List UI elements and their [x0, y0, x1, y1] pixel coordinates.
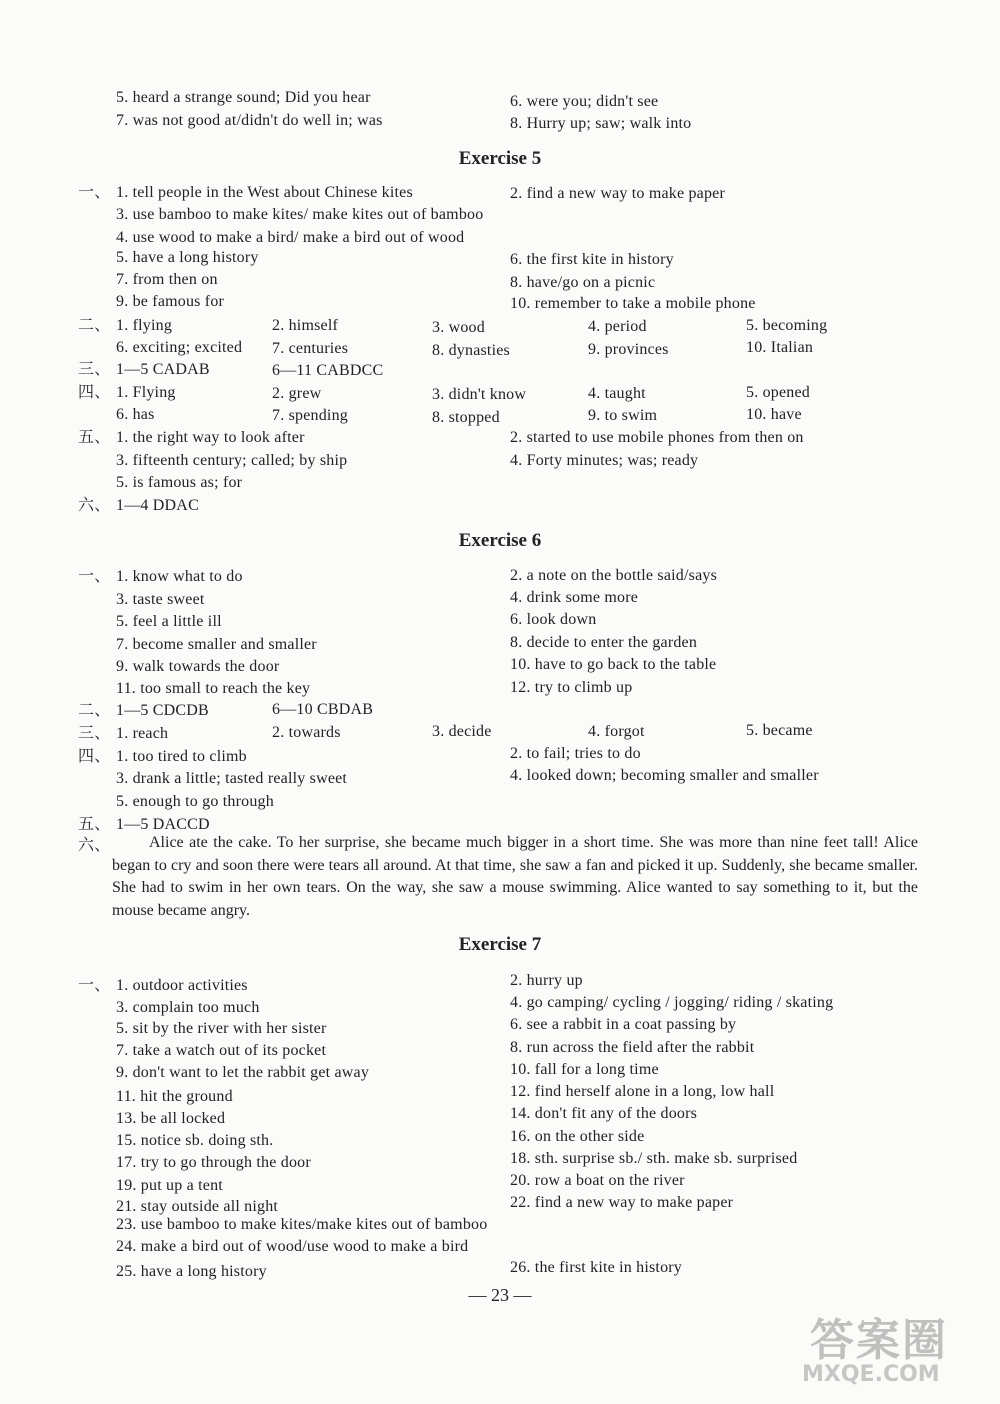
watermark-text: 答案圈 — [810, 1315, 948, 1366]
answer-line: 8. decide to enter the garden — [510, 634, 698, 651]
answer-item: 3. wood — [432, 319, 485, 336]
answer-item: 8. dynasties — [432, 342, 510, 359]
answer-item: 1. flying — [116, 317, 173, 334]
answer-line: 4. go camping/ cycling / jogging/ riding / skating — [510, 994, 834, 1011]
answer-item: 5. became — [746, 722, 813, 739]
answer-line: 19. put up a tent — [116, 1177, 223, 1194]
answer-item: 6—10 CBDAB — [272, 701, 374, 718]
answer-line: 2. a note on the bottle said/says — [510, 567, 718, 584]
answer-line: 5. is famous as; for — [116, 474, 243, 491]
answer-line: 6. look down — [510, 611, 597, 628]
answer-item: 3. decide — [432, 723, 492, 740]
answer-line: 24. make a bird out of wood/use wood to make a bird — [116, 1238, 469, 1255]
answer-item: 10. Italian — [746, 339, 814, 356]
page-number: — 23 — — [468, 1285, 532, 1305]
answer-line: 3. drank a little; tasted really sweet — [116, 770, 348, 787]
answer-line: 1. outdoor activities — [116, 977, 248, 994]
answer-item: 6. has — [116, 406, 155, 423]
answer-item: 1—5 DACCD — [116, 816, 210, 833]
answer-item: 1—4 DDAC — [116, 497, 199, 514]
answer-line: 4. drink some more — [510, 589, 639, 606]
answer-line: 5. have a long history — [116, 249, 259, 266]
answer-line: 7. from then on — [116, 271, 218, 288]
answer-line: 12. try to climb up — [510, 679, 633, 696]
answer-line: 17. try to go through the door — [116, 1154, 311, 1171]
answer-item: 1—5 CDCDB — [116, 702, 209, 719]
answer-line: 11. too small to reach the key — [116, 680, 311, 697]
answer-line: 6. were you; didn't see — [510, 93, 659, 110]
answer-item: 6. exciting; excited — [116, 339, 243, 356]
answer-line: 8. Hurry up; saw; walk into — [510, 115, 692, 132]
answer-item: 4. forgot — [588, 723, 645, 740]
answer-item: 4. period — [588, 318, 647, 335]
answer-item: 6—11 CABDCC — [272, 362, 384, 379]
answer-paragraph: Alice ate the cake. To her surprise, she became much bigger in a short time. She was more than nine feet tall! Alice began to cry and soon there were tears all around. At that time, she saw a fan and picked it up. Suddenly, she became smaller. She had to swim in her own tears. On the way, she saw a mouse swimming. Alice wanted to say something to it, but the mouse became angry. — [112, 834, 918, 919]
answer-line: 20. row a boat on the river — [510, 1172, 685, 1189]
answer-item: 2. himself — [272, 317, 338, 334]
answer-line: 3. fifteenth century; called; by ship — [116, 452, 348, 469]
section-label: 三、 — [78, 725, 111, 742]
answer-line: 3. taste sweet — [116, 591, 205, 608]
section-label: 四、 — [78, 384, 111, 401]
answer-line: 10. have to go back to the table — [510, 656, 717, 673]
answer-item: 10. have — [746, 406, 802, 423]
exercise-heading: Exercise 6 — [458, 530, 542, 551]
section-label: 四、 — [78, 748, 111, 765]
answer-line: 26. the first kite in history — [510, 1259, 683, 1276]
section-label: 六、 — [78, 837, 111, 854]
answer-line: 9. be famous for — [116, 293, 225, 310]
answer-line: 3. use bamboo to make kites/ make kites out of bamboo — [116, 206, 484, 223]
answer-item: 9. provinces — [588, 341, 669, 358]
exercise-heading: Exercise 5 — [458, 148, 542, 169]
answer-line: 8. run across the field after the rabbit — [510, 1039, 755, 1056]
answer-line: 21. stay outside all night — [116, 1198, 279, 1215]
answer-line: 11. hit the ground — [116, 1088, 233, 1105]
answer-item: 4. taught — [588, 385, 646, 402]
answer-item: 9. to swim — [588, 407, 658, 424]
section-label: 五、 — [78, 429, 111, 446]
answer-item: 3. didn't know — [432, 386, 527, 403]
answer-line: 14. don't fit any of the doors — [510, 1105, 698, 1122]
answer-line: 2. to fail; tries to do — [510, 745, 641, 762]
answer-line: 25. have a long history — [116, 1263, 267, 1280]
answer-item: 2. towards — [272, 724, 341, 741]
answer-line: 2. find a new way to make paper — [510, 185, 726, 202]
answer-line: 1. the right way to look after — [116, 429, 305, 446]
answer-line: 12. find herself alone in a long, low hall — [510, 1083, 775, 1100]
answer-line: 23. use bamboo to make kites/make kites out of bamboo — [116, 1216, 488, 1233]
answer-line: 4. looked down; becoming smaller and smaller — [510, 767, 819, 784]
answer-line: 5. feel a little ill — [116, 613, 222, 630]
watermark-logo — [790, 1304, 980, 1394]
answer-line: 5. sit by the river with her sister — [116, 1020, 327, 1037]
section-label: 一、 — [78, 568, 111, 585]
answer-line: 6. see a rabbit in a coat passing by — [510, 1016, 737, 1033]
section-label: 六、 — [78, 497, 111, 514]
answer-line: 10. remember to take a mobile phone — [510, 295, 756, 312]
answer-item: 7. spending — [272, 407, 348, 424]
answer-line: 5. heard a strange sound; Did you hear — [116, 89, 371, 106]
answer-line: 1. tell people in the West about Chinese kites — [116, 184, 413, 201]
answer-line: 13. be all locked — [116, 1110, 226, 1127]
section-label: 三、 — [78, 361, 111, 378]
answer-line: 9. walk towards the door — [116, 658, 280, 675]
answer-line: 5. enough to go through — [116, 793, 274, 810]
answer-line: 15. notice sb. doing sth. — [116, 1132, 274, 1149]
answer-line: 6. the first kite in history — [510, 251, 674, 268]
answer-line: 9. don't want to let the rabbit get away — [116, 1064, 370, 1081]
answer-item: 1. Flying — [116, 384, 176, 401]
answer-item: 2. grew — [272, 385, 322, 402]
watermark-url: MXQE.COM — [802, 1362, 940, 1387]
answer-line: 16. on the other side — [510, 1128, 645, 1145]
section-label: 二、 — [78, 317, 111, 334]
answer-line: 2. hurry up — [510, 972, 583, 989]
answer-line: 4. use wood to make a bird/ make a bird out of wood — [116, 229, 465, 246]
answer-line: 18. sth. surprise sb./ sth. make sb. surprised — [510, 1150, 798, 1167]
answer-line: 4. Forty minutes; was; ready — [510, 452, 699, 469]
answer-line: 1. know what to do — [116, 568, 243, 585]
exercise-heading: Exercise 7 — [458, 934, 542, 955]
answer-line: 1. too tired to climb — [116, 748, 247, 765]
answer-line: 10. fall for a long time — [510, 1061, 659, 1078]
answer-line: 3. complain too much — [116, 999, 260, 1016]
answer-item: 1. reach — [116, 725, 169, 742]
answer-line: 7. become smaller and smaller — [116, 636, 317, 653]
answer-line: 2. started to use mobile phones from then on — [510, 429, 804, 446]
answer-item: 1—5 CADAB — [116, 361, 210, 378]
answer-line: 7. take a watch out of its pocket — [116, 1042, 327, 1059]
section-label: 一、 — [78, 977, 111, 994]
answer-line: 7. was not good at/didn't do well in; was — [116, 112, 383, 129]
answer-item: 8. stopped — [432, 409, 500, 426]
answer-item: 5. becoming — [746, 317, 828, 334]
section-label: 五、 — [78, 816, 111, 833]
answer-line: 22. find a new way to make paper — [510, 1194, 734, 1211]
answer-item: 5. opened — [746, 384, 811, 401]
answer-item: 7. centuries — [272, 340, 349, 357]
answer-line: 8. have/go on a picnic — [510, 274, 656, 291]
section-label: 一、 — [78, 184, 111, 201]
section-label: 二、 — [78, 702, 111, 719]
